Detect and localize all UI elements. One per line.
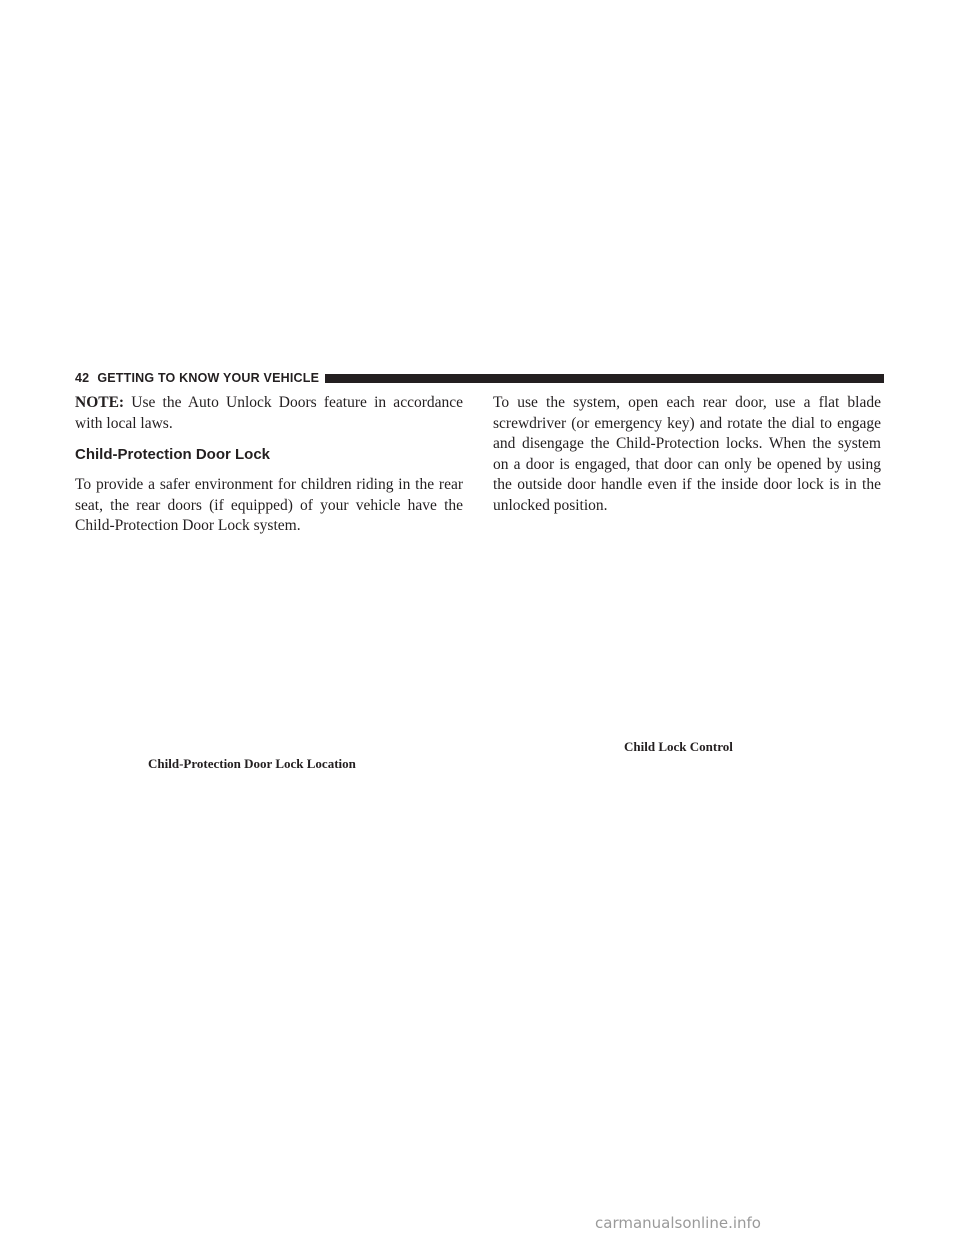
figure-caption-control: Child Lock Control	[624, 739, 733, 754]
figure-caption-location: Child-Protection Door Lock Location	[148, 756, 356, 771]
page-header	[75, 370, 884, 386]
note-text: Use the Auto Unlock Doors feature in accordance with local laws.	[75, 394, 463, 432]
usage-paragraph: To use the system, open each rear door, use a flat blade screwdriver (or emergency key) and rotate the dial to engage and disengage the Child-Protection locks. When the system on a door is engaged, that door can only be opened by using the outside door handle even if the inside door lock is in the unlocked position.	[493, 394, 881, 514]
watermark: carmanualsonline.info	[595, 1214, 761, 1232]
note-paragraph	[75, 393, 463, 434]
page-number: 42	[75, 371, 90, 385]
section-title: GETTING TO KNOW YOUR VEHICLE	[97, 371, 320, 385]
right-column	[493, 393, 881, 516]
intro-paragraph: To provide a safer environment for children riding in the rear seat, the rear doors (if equipped) of your vehicle have the Child-Protection Door Lock system.	[75, 476, 463, 534]
note-label: NOTE:	[75, 394, 125, 411]
section-subheading: Child-Protection Door Lock	[75, 446, 270, 463]
header-rule	[325, 374, 884, 383]
left-column	[75, 393, 463, 537]
